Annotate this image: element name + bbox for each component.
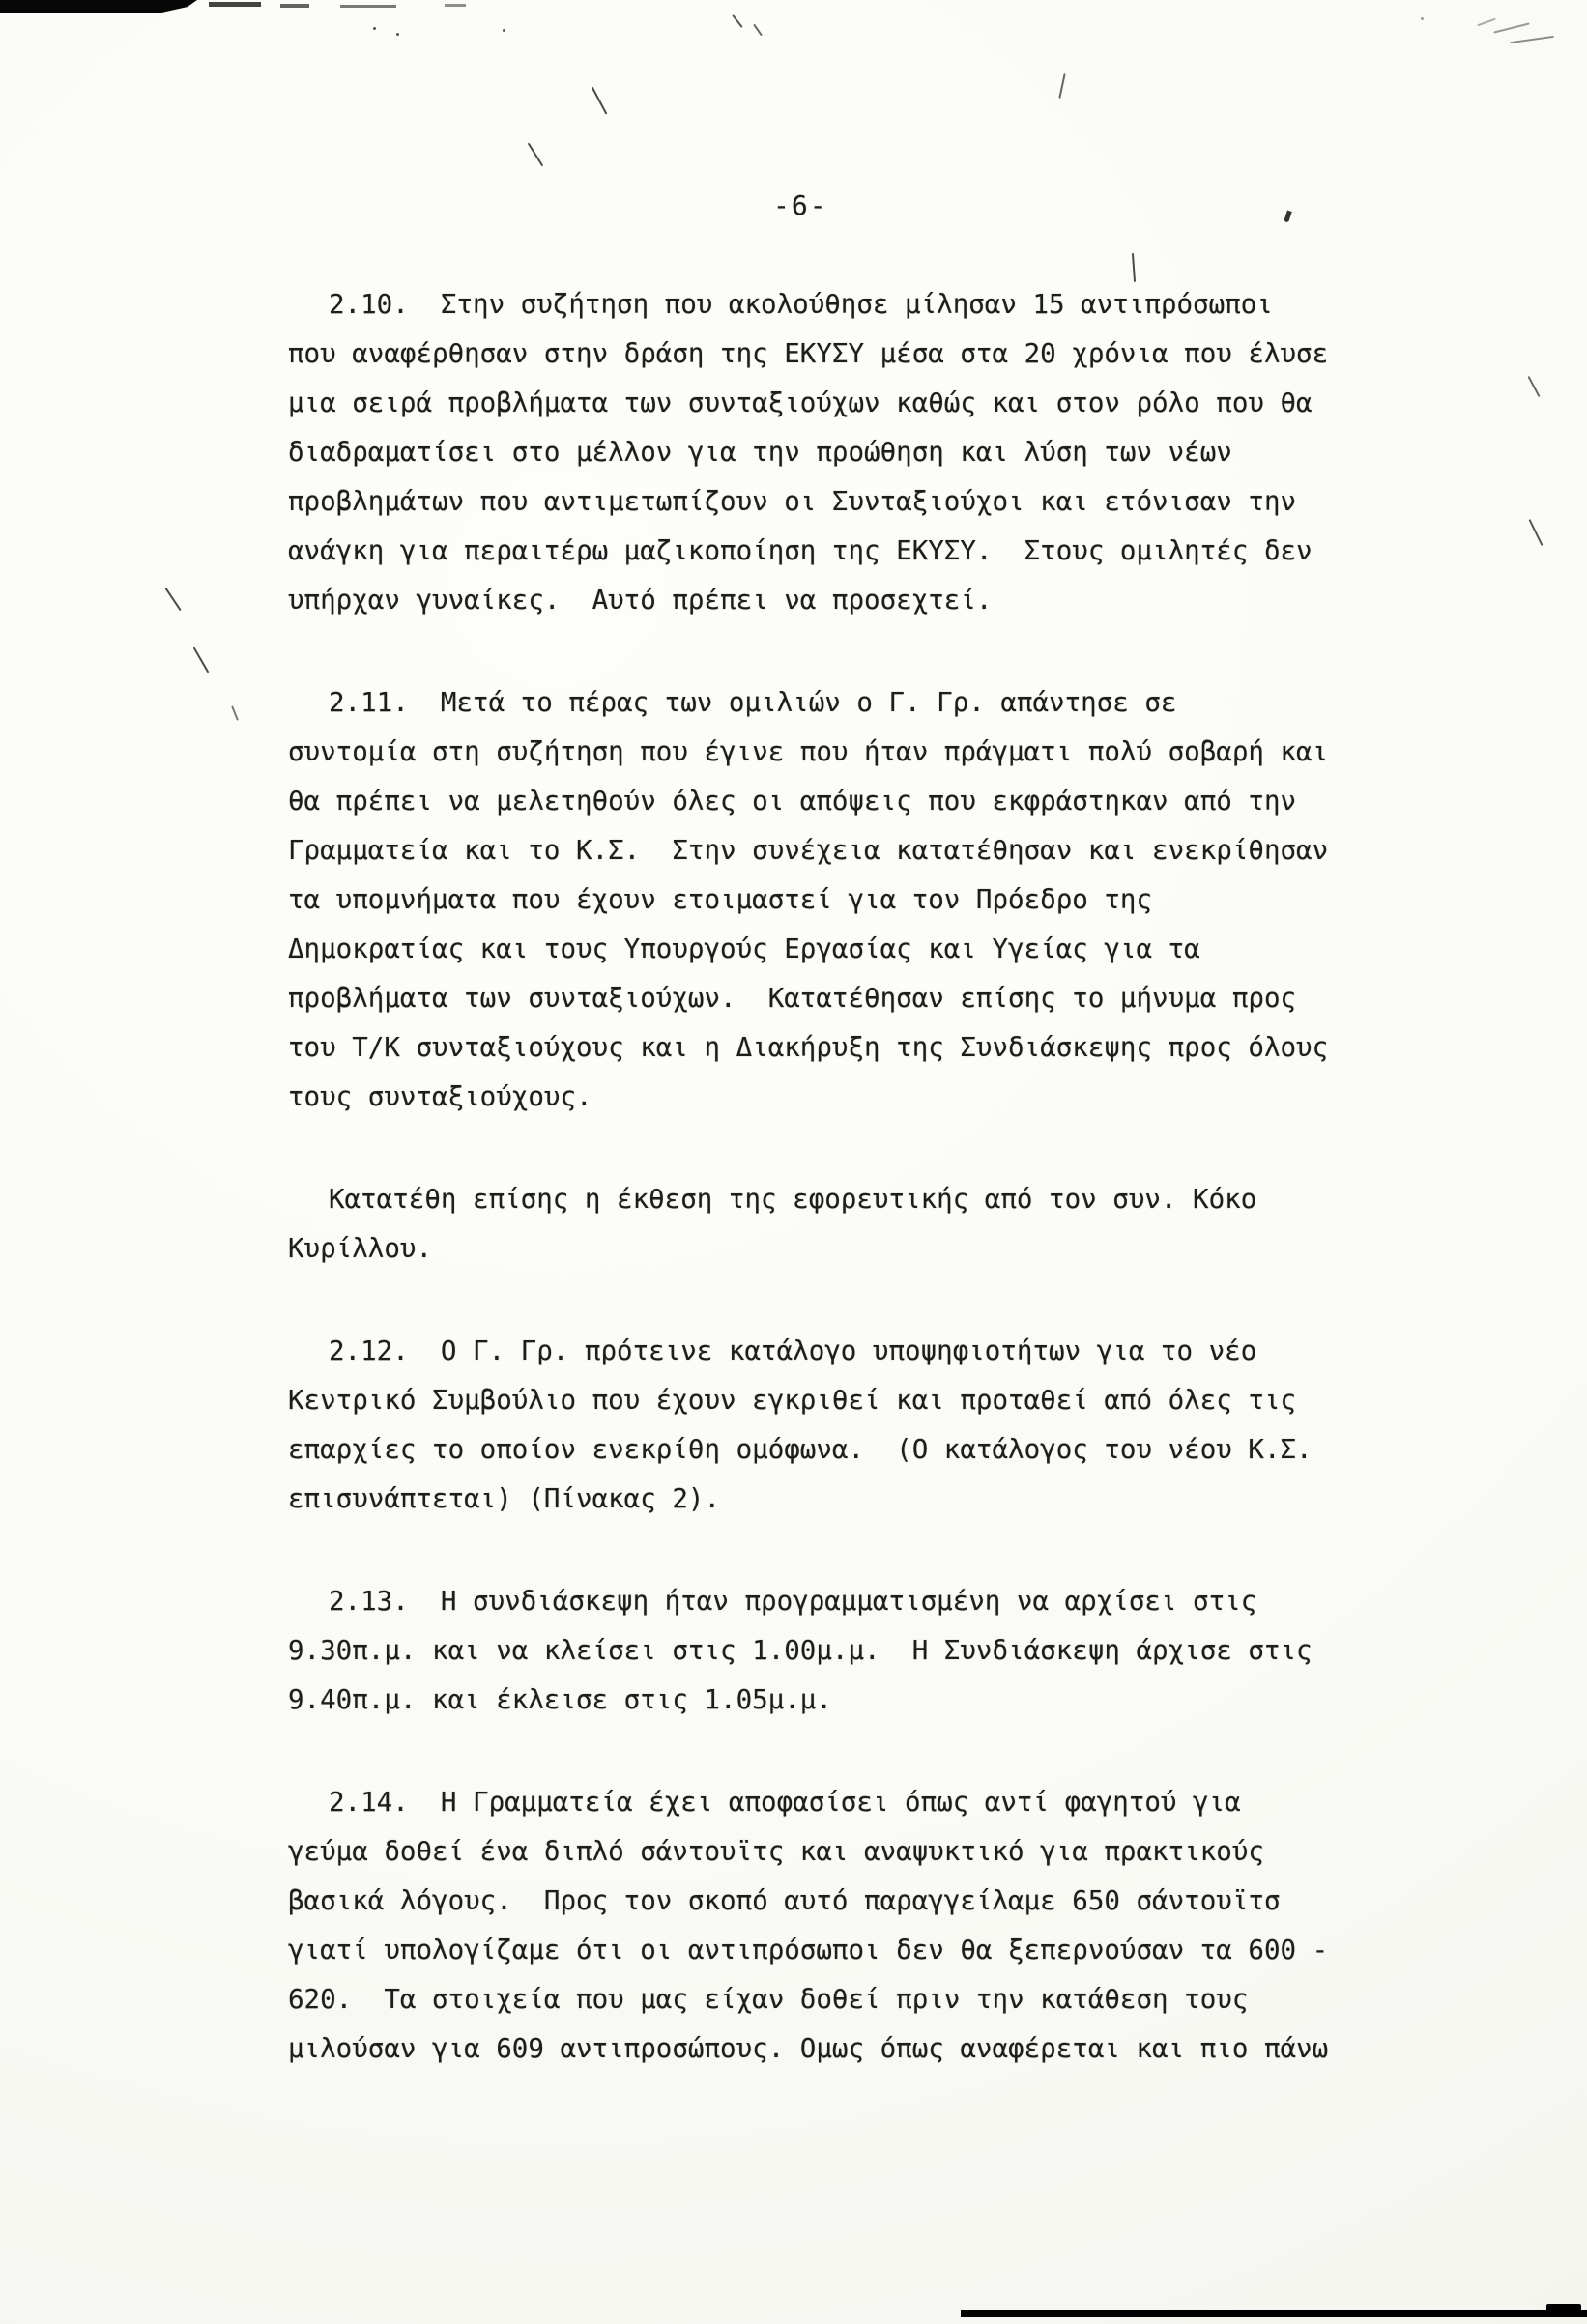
scan-artifact-mark [528, 143, 544, 167]
scan-artifact-top-dash [340, 5, 396, 8]
scan-artifact-dot [1421, 17, 1424, 20]
scan-artifact-top-dash [280, 4, 309, 8]
paragraph-2-11 [288, 678, 1361, 1122]
scan-artifact-mark [1529, 519, 1544, 546]
text-line: συντομία στη συζήτηση που έγινε που ήταν πράγματι πολύ σοβαρή και [288, 736, 1329, 767]
scan-artifact-top-dash [209, 2, 261, 7]
scan-artifact-dot [396, 33, 399, 36]
text-line: τα υπομνήματα που έχουν ετοιμαστεί για τον Πρόεδρο της [288, 884, 1153, 915]
scan-artifact-mark [1058, 73, 1065, 99]
scan-artifact-mark [592, 86, 608, 114]
text-line: Κυρίλλου. [288, 1233, 433, 1264]
text-line: ανάγκη για περαιτέρω μαζικοποίηση της ΕΚΥΣΥ. Στους ομιλητές δεν [288, 535, 1313, 566]
text-line: τους συνταξιούχους. [288, 1081, 592, 1112]
document-body [288, 280, 1361, 2127]
text-line: βασικά λόγους. Προς τον σκοπό αυτό παραγγείλαμε 650 σάντουϊτσ [288, 1885, 1281, 1916]
scan-artifact-top-dash [445, 4, 466, 7]
scan-artifact-mark [1132, 253, 1136, 282]
paragraph-report-note [288, 1175, 1361, 1274]
text-line: διαδραματίσει στο μέλλον για την προώθηση και λύση των νέων [288, 437, 1232, 468]
text-line: επισυνάπτεται) (Πίνακας 2). [288, 1483, 721, 1514]
text-line: μιλούσαν για 609 αντιπροσώπους. Ομως όπως αναφέρεται και πιο πάνω [288, 2033, 1329, 2064]
text-line: επαρχίες το οποίον ενεκρίθη ομόφωνα. (Ο κατάλογος του νέου Κ.Σ. [288, 1434, 1313, 1465]
text-line: Γραμματεία και το Κ.Σ. Στην συνέχεια κατατέθησαν και ενεκρίθησαν [288, 835, 1329, 866]
scan-artifact-bottom-bar [961, 2310, 1587, 2317]
text-line: προβλήματα των συνταξιούχων. Κατατέθησαν επίσης το μήνυμα προς [288, 983, 1297, 1014]
paragraph-2-13 [288, 1577, 1361, 1725]
scan-artifact-mark [164, 588, 181, 611]
text-line: του Τ/Κ συνταξιούχους και η Διακήρυξη της Συνδιάσκεψης προς όλους [288, 1032, 1329, 1063]
paragraph-2-12 [288, 1327, 1361, 1524]
text-line: Δημοκρατίας και τους Υπουργούς Εργασίας και Υγείας για τα [288, 933, 1200, 964]
text-line: 2.11. Μετά το πέρας των ομιλιών ο Γ. Γρ. απάντησε σε [329, 687, 1177, 718]
text-line: 9.30π.μ. και να κλείσει στις 1.00μ.μ. Η Συνδιάσκεψη άρχισε στις [288, 1635, 1313, 1666]
text-line: μια σειρά προβλήματα των συνταξιούχων καθώς και στον ρόλο που θα [288, 387, 1313, 418]
text-line: 2.10. Στην συζήτηση που ακολούθησε μίλησαν 15 αντιπρόσωποι [329, 289, 1273, 320]
text-line: προβλημάτων που αντιμετωπίζουν οι Συνταξιούχοι και ετόνισαν την [288, 486, 1297, 517]
text-line: Κατατέθη επίσης η έκθεση της εφορευτικής από τον συν. Κόκο [329, 1184, 1257, 1215]
scan-artifact-mark [732, 14, 742, 28]
text-line: γιατί υπολογίζαμε ότι οι αντιπρόσωποι δεν θα ξεπερνούσαν τα 600 - [288, 1935, 1329, 1965]
scan-artifact-dot [373, 27, 376, 30]
scan-artifact-comma [1284, 211, 1291, 223]
scan-artifact-mark [193, 647, 210, 674]
scan-artifact-pencil-mark [1510, 36, 1554, 43]
scan-artifact-mark [1527, 376, 1540, 397]
text-line: Κεντρικό Συμβούλιο που έχουν εγκριθεί και προταθεί από όλες τις [288, 1385, 1297, 1416]
scan-artifact-pencil-mark [1477, 18, 1495, 27]
scan-artifact-top-left-smudge [0, 0, 197, 13]
scan-artifact-dot [503, 29, 505, 32]
text-line: γεύμα δοθεί ένα διπλό σάντουϊτς και αναψυκτικό για πρακτικούς [288, 1836, 1264, 1867]
text-line: 9.40π.μ. και έκλεισε στις 1.05μ.μ. [288, 1684, 832, 1715]
page-number: -6- [773, 189, 828, 221]
text-line: 2.12. Ο Γ. Γρ. πρότεινε κατάλογο υποψηφιοτήτων για το νέο [329, 1335, 1257, 1366]
scan-artifact-pencil-mark [1493, 22, 1529, 33]
paragraph-2-14 [288, 1778, 1361, 2074]
scan-artifact-bottom-blob [1546, 2304, 1581, 2317]
text-line: 2.14. Η Γραμματεία έχει αποφασίσει όπως αντί φαγητού για [329, 1787, 1241, 1818]
text-line: που αναφέρθησαν στην δράση της ΕΚΥΣΥ μέσα στα 20 χρόνια που έλυσε [288, 338, 1329, 369]
text-line: 2.13. Η συνδιάσκεψη ήταν προγραμματισμένη να αρχίσει στις [329, 1586, 1257, 1617]
scan-artifact-mark [753, 24, 763, 37]
text-line: υπήρχαν γυναίκες. Αυτό πρέπει να προσεχτεί. [288, 585, 993, 616]
text-line: 620. Τα στοιχεία που μας είχαν δοθεί πριν την κατάθεση τους [288, 1984, 1249, 2015]
text-line: θα πρέπει να μελετηθούν όλες οι απόψεις που εκφράστηκαν από την [288, 786, 1297, 817]
paragraph-2-10 [288, 280, 1361, 625]
scan-artifact-mark [231, 705, 239, 721]
